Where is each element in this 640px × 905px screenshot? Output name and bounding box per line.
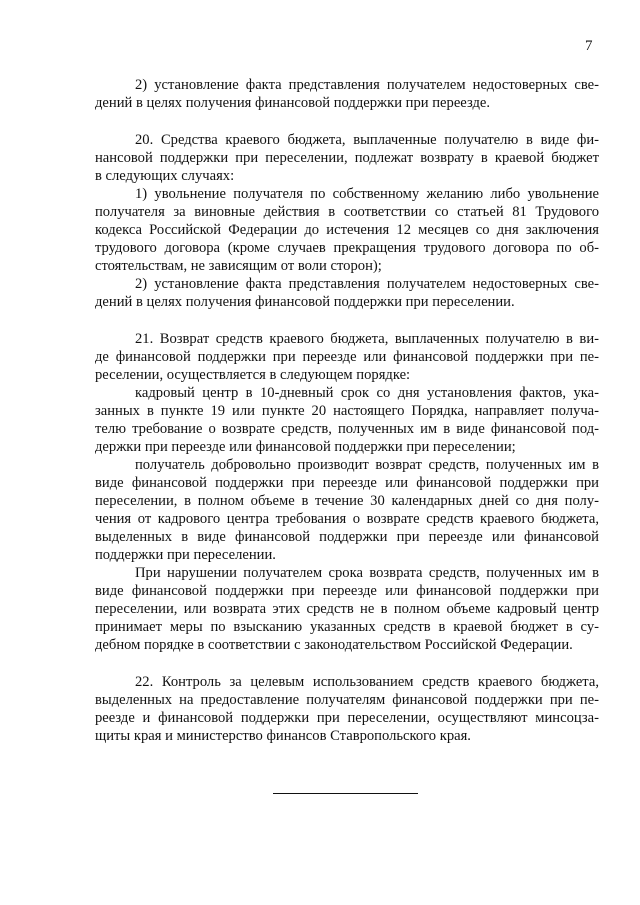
page-number: 7 <box>585 38 593 54</box>
doc-line: поддержки при переселении. <box>95 547 276 563</box>
doc-line: переселении, или возврата этих средств не в полном объеме кадровый центр <box>95 601 599 617</box>
doc-line: виде финансовой поддержки при переезде или финансовой поддержки при <box>95 583 599 599</box>
doc-line: виде финансовой поддержки при переезде или финансовой поддержки при <box>95 475 599 491</box>
doc-line: 21. Возврат средств краевого бюджета, выплаченных получателю в ви- <box>135 331 599 347</box>
doc-line: кодекса Российской Федерации до истечения 12 месяцев со дня заключения <box>95 222 599 238</box>
doc-line: стоятельствам, не зависящим от воли сторон); <box>95 258 382 274</box>
doc-line: реселении, осуществляется в следующем порядке: <box>95 367 411 383</box>
doc-line: реезде и финансовой поддержки при переселении, осуществляют минсоцза- <box>95 710 599 726</box>
doc-line: кадровый центр в 10-дневный срок со дня установления фактов, ука- <box>135 385 599 401</box>
doc-line: получатель добровольно производит возврат средств, полученных им в <box>135 457 599 473</box>
doc-line: занных в пункте 19 или пункте 20 настоящего Порядка, направляет получа- <box>95 403 599 419</box>
doc-line: выделенных на предоставление получателям финансовой поддержки при пе- <box>95 692 599 708</box>
doc-line: в следующих случаях: <box>95 168 235 184</box>
doc-line: 20. Средства краевого бюджета, выплаченные получателю в виде фи- <box>135 132 599 148</box>
doc-line: При нарушении получателем срока возврата средств, полученных им в <box>135 565 599 581</box>
doc-line: дебном порядке в соответствии с законодательством Российской Федерации. <box>95 637 573 653</box>
doc-line: дений в целях получения финансовой поддержки при переселении. <box>95 294 515 310</box>
doc-line: нансовой поддержки при переселении, подлежат возврату в краевой бюджет <box>95 150 599 166</box>
doc-line: 22. Контроль за целевым использованием средств краевого бюджета, <box>135 674 599 690</box>
doc-line: телю требование о возврате средств, полученных им в виде финансовой под- <box>95 421 599 437</box>
doc-line: выделенных в виде финансовой поддержки при переезде или финансовой <box>95 529 599 545</box>
doc-line: дений в целях получения финансовой поддержки при переезде. <box>95 95 491 111</box>
doc-line: держки при переезде или финансовой поддержки при переселении; <box>95 439 516 455</box>
doc-line: щиты края и министерство финансов Ставропольского края. <box>95 728 471 744</box>
doc-line: переселении, в полном объеме в течение 30 календарных дней со дня полу- <box>95 493 599 509</box>
separator-line <box>273 793 418 794</box>
doc-line: чения от кадрового центра требования о возврате средств краевого бюджета, <box>95 511 599 527</box>
doc-line: трудового договора (кроме случаев прекращения трудового договора по об- <box>95 240 599 256</box>
doc-line: 2) установление факта представления получателем недостоверных све- <box>135 77 599 93</box>
doc-line: де финансовой поддержки при переезде или финансовой поддержки при пе- <box>95 349 599 365</box>
doc-line: 2) установление факта представления получателем недостоверных све- <box>135 276 599 292</box>
doc-line: получателя за виновные действия в соответствии со статьей 81 Трудового <box>95 204 599 220</box>
doc-line: принимает меры по взысканию указанных средств в краевой бюджет в су- <box>95 619 599 635</box>
doc-line: 1) увольнение получателя по собственному желанию либо увольнение <box>135 186 599 202</box>
